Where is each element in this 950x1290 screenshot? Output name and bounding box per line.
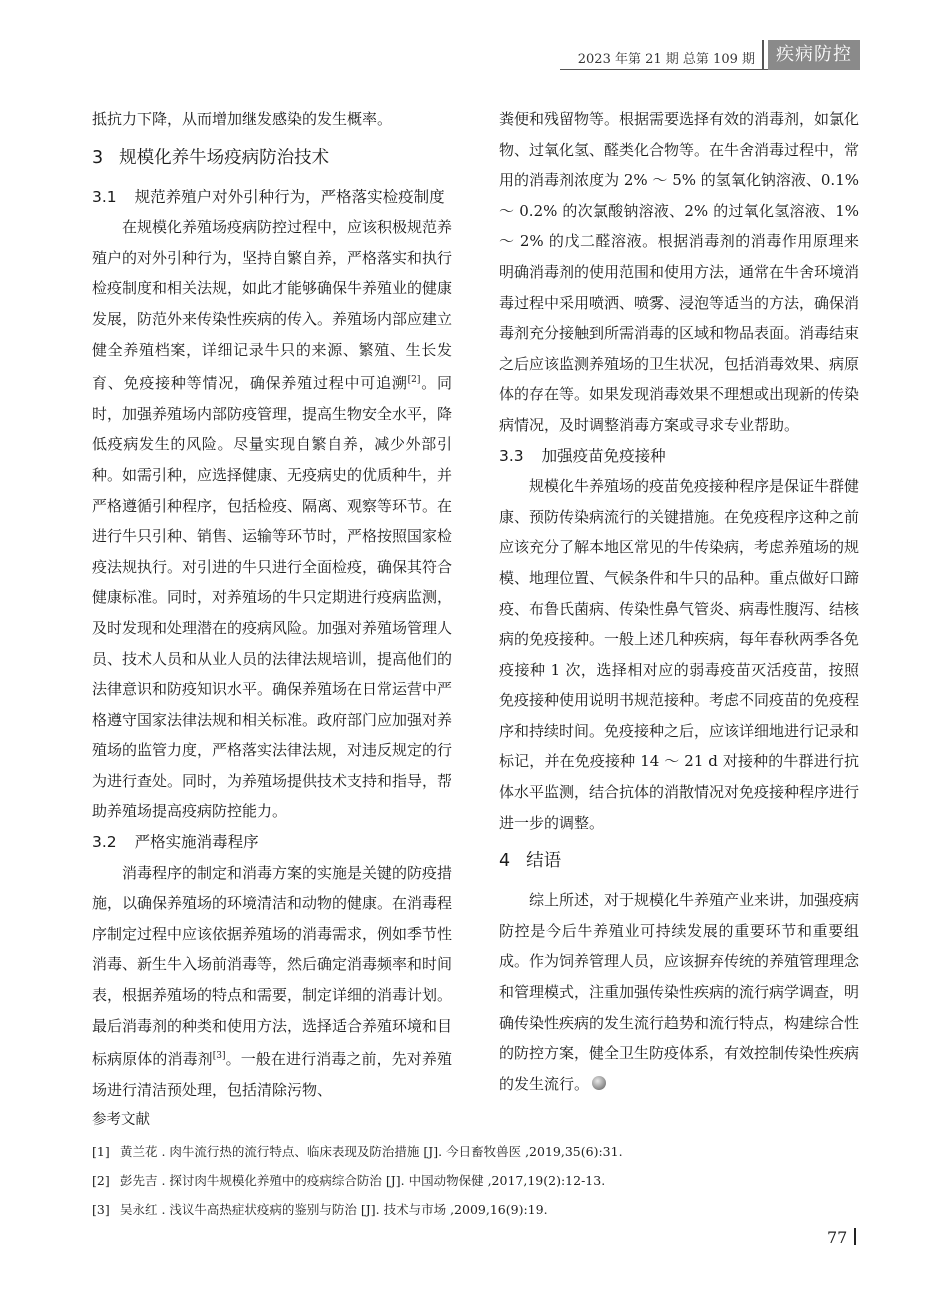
reference-number: [1] — [92, 1144, 110, 1159]
paragraph-vaccination: 规模化牛养殖场的疫苗免疫接种程序是保证牛群健康、预防传染病流行的关键措施。在免疫程序这种之前应该充分了解本地区常见的牛传染病，考虑养殖场的规模、地理位置、气候条件和牛只的品种。重点做好口蹄疫、布鲁氏菌病、传染性鼻气管炎、病毒性腹泻、结核病的免疫接种。一般上述几种疾病，每年春秋两季各免疫接种 1 次，选择相对应的弱毒疫苗灭活疫苗，按照免疫接种使用说明书规范接种。考虑不同疫苗的免疫程序和持续时间。免疫接种之后，应该详细地进行记录和标记，并在免疫接种 14 ～ 21 d 对接种的牛群进行抗体水平监测，结合抗体的消散情况对免疫接种程序进行进一步的调整。 — [499, 477, 860, 832]
section-badge: 疾病防控 — [768, 40, 860, 70]
section-heading-3 — [92, 145, 452, 171]
page-number-bar — [854, 1228, 856, 1245]
subsection-title: 严格实施消毒程序 — [134, 833, 259, 852]
paragraph-text: 综上所述，对于规模化牛养殖产业来讲，加强疫病防控是今后牛养殖业可持续发展的重要环节和重要组成。作为饲养管理人员，应该摒弃传统的养殖管理理念和管理模式，注重加强传染性疾病的流行病学调查，明确传染性疾病的发生流行趋势和流行特点，构建综合性的防控方案，健全卫生防疫体系，有效控制传染性疾病的发生流行。 — [499, 891, 860, 1093]
paragraph-conclusion — [499, 885, 859, 1099]
end-mark-icon — [592, 1076, 606, 1090]
citation-3: [3] — [212, 1051, 226, 1062]
references-title: 参考文献 — [92, 1112, 150, 1128]
paragraph-disinfection-continued: 粪便和残留物等。根据需要选择有效的消毒剂，如氯化物、过氧化氢、醛类化合物等。在牛舍消毒过程中，常用的消毒剂浓度为 2% ～ 5% 的氢氧化钠溶液、0.1% ～ 0.2% 的次氯酸钠溶液、2% 的过氧化氢溶液、1% ～ 2% 的戊二醛溶液。根据消毒剂的消毒作用原理来明确消毒剂的使用范围和使用方法，通常在牛舍环境消毒过程中采用喷洒、喷雾、浸泡等适当的方法，确保消毒剂充分接触到所需消毒的区域和物品表面。消毒结束之后应该监测养殖场的卫生状况，包括消毒效果、病原体的存在等。如果发现消毒效果不理想或出现新的传染病情况，及时调整消毒方案或寻求专业帮助。 — [499, 110, 860, 434]
reference-number: [3] — [92, 1202, 110, 1217]
reference-item — [92, 1195, 872, 1224]
left-column — [92, 104, 452, 1105]
page-number: 77 — [827, 1228, 848, 1247]
paragraph-text-tail: 。一般在进行消毒之前，先对养殖场进行清洁预处理，包括清除污物、 — [92, 1050, 452, 1099]
reference-number: [2] — [92, 1173, 110, 1188]
section-title: 规模化养牛场疫病防治技术 — [119, 147, 330, 168]
reference-text: 吴永红 . 浅议牛高热症状疫病的鉴别与防治 [J]. 技术与市场 ,2009,16(9):19. — [120, 1202, 548, 1217]
issue-info: 2023 年第 21 期 总第 109 期 — [577, 52, 755, 67]
subsection-heading-3-3 — [499, 441, 859, 472]
paragraph-text-tail: 。同时，加强养殖场内部防疫管理，提高生物安全水平，降低疫病发生的风险。尽量实现自繁自养，减少外部引种。如需引种，应选择健康、无疫病史的优质种牛，并严格遵循引种程序，包括检疫、隔离、观察等环节。在进行牛只引种、销售、运输等环节时，严格按照国家检疫法规执行。对引进的牛只进行全面检疫，确保其符合健康标准。同时，对养殖场的牛只定期进行疫病监测，及时发现和处理潜在的疫病风险。加强对养殖场管理人员、技术人员和从业人员的法律法规培训，提高他们的法律意识和防疫知识水平。确保养殖场在日常运营中严格遵守国家法律法规和相关标准。政府部门应加强对养殖场的监管力度，严格落实法律法规，对违反规定的行为进行查处。同时，为养殖场提供技术支持和指导，帮助养殖场提高疫病防控能力。 — [92, 374, 453, 821]
reference-text: 彭先吉 . 探讨肉牛规模化养殖中的疫病综合防治 [J]. 中国动物保健 ,2017,19(2):12-13. — [120, 1173, 606, 1188]
subsection-number: 3.2 — [92, 833, 117, 852]
subsection-heading-3-2 — [92, 827, 452, 858]
reference-text: 黄兰花 . 肉牛流行热的流行特点、临床表现及防治措施 [J]. 今日畜牧兽医 ,2019,35(6):31. — [120, 1144, 623, 1159]
reference-item — [92, 1166, 872, 1195]
right-column — [499, 104, 859, 1099]
paragraph-continued: 抵抗力下降，从而增加继发感染的发生概率。 — [92, 110, 393, 128]
subsection-title: 加强疫苗免疫接种 — [541, 446, 666, 465]
subsection-heading-3-1 — [92, 182, 452, 213]
paragraph-quarantine — [92, 212, 452, 827]
references — [92, 1108, 872, 1224]
paragraph-text: 消毒程序的制定和消毒方案的实施是关键的防疫措施，以确保养殖场的环境清洁和动物的健康。在消毒程序制定过程中应该依据养殖场的消毒需求，例如季节性消毒、新生牛入场前消毒等，然后确定消毒频率和时间表，根据养殖场的特点和需要，制定详细的消毒计划。最后消毒剂的种类和使用方法，选择适合养殖环境和目标病原体的消毒剂 — [92, 863, 453, 1069]
paragraph-disinfection — [92, 858, 452, 1106]
reference-item — [92, 1137, 872, 1166]
header-separator — [762, 40, 764, 70]
subsection-title: 规范养殖户对外引种行为，严格落实检疫制度 — [134, 187, 445, 206]
subsection-number: 3.1 — [92, 187, 117, 206]
citation-2: [2] — [407, 375, 421, 386]
section-title: 结语 — [526, 851, 562, 872]
paragraph-text: 在规模化养殖场疫病防控过程中，应该积极规范养殖户的对外引种行为，坚持自繁自养，严格落实和执行检疫制度和相关法规，如此才能够确保牛养殖业的健康发展，防范外来传染性疾病的传入。养殖场内部应建立健全养殖档案，详细记录牛只的来源、繁殖、生长发育、免疫接种等情况，确保养殖过程中可追溯 — [92, 218, 453, 393]
section-number: 3 — [92, 147, 104, 168]
section-heading-4 — [499, 848, 859, 874]
subsection-number: 3.3 — [499, 446, 524, 465]
section-number: 4 — [499, 851, 511, 872]
